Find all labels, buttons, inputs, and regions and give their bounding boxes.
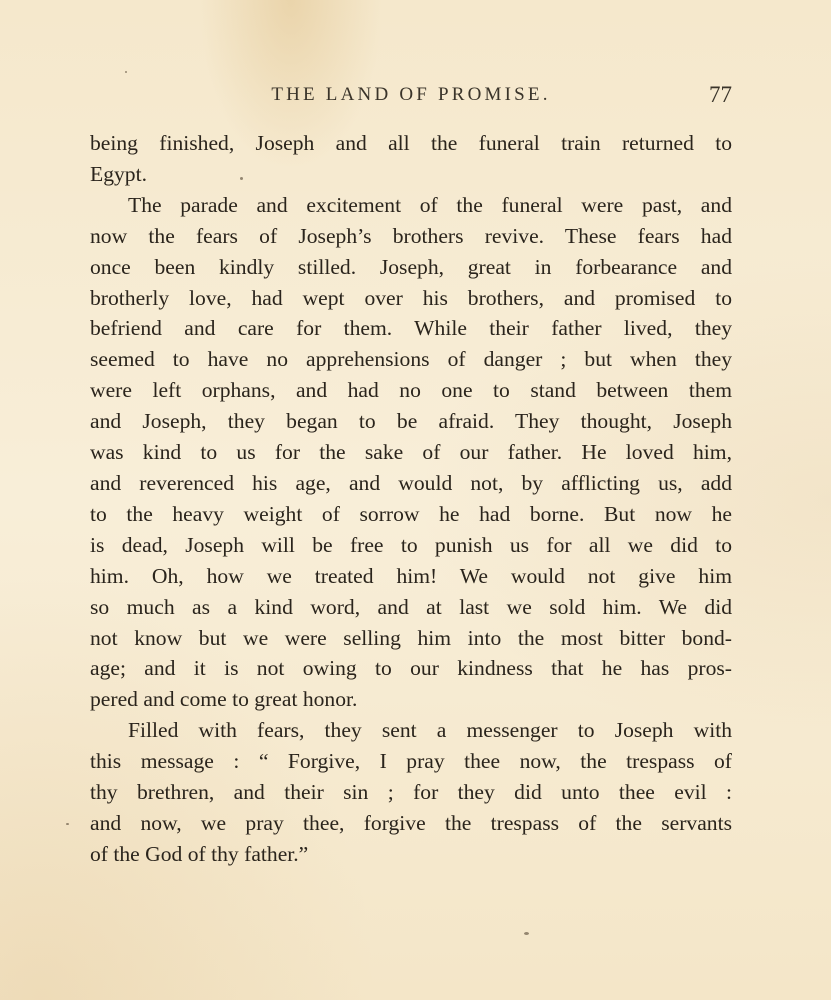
- text-line: brotherly love, had wept over his brothers, and promised to: [90, 285, 732, 310]
- text-line: him. Oh, how we treated him! We would not give him: [90, 563, 732, 588]
- text-line: were left orphans, and had no one to stand between them: [90, 378, 732, 403]
- text-line: Egypt.: [90, 161, 147, 186]
- text-line: of the God of thy father.”: [90, 841, 309, 866]
- text-line: to the heavy weight of sorrow he had borne. But now he: [90, 501, 732, 526]
- paragraph: [90, 190, 732, 715]
- text-line: befriend and care for them. While their father lived, they: [90, 316, 732, 341]
- text-line: and Joseph, they began to be afraid. They thought, Joseph: [90, 409, 732, 434]
- text-line: age; and it is not owing to our kindness that he has pros-: [90, 656, 732, 681]
- text-line: thy brethren, and their sin ; for they did unto thee evil :: [90, 780, 732, 805]
- text-line: pered and come to great honor.: [90, 687, 358, 712]
- text-line: this message : “ Forgive, I pray thee now, the trespass of: [90, 749, 732, 774]
- page-number: 77: [709, 82, 732, 107]
- paragraph: [90, 715, 732, 870]
- running-title: THE LAND OF PROMISE.: [271, 84, 551, 105]
- text-line: is dead, Joseph will be free to punish us for all we did to: [90, 532, 732, 557]
- text-line: and reverenced his age, and would not, by afflicting us, add: [90, 470, 732, 495]
- paragraph: [90, 128, 732, 190]
- text-line: not know but we were selling him into the most bitter bond-: [90, 625, 732, 650]
- text-line: Filled with fears, they sent a messenger to Joseph with: [128, 718, 732, 743]
- text-line: now the fears of Joseph’s brothers revive. These fears had: [90, 223, 732, 248]
- text-line: was kind to us for the sake of our father. He loved him,: [90, 440, 732, 465]
- text-line: and now, we pray thee, forgive the trespass of the servants: [90, 810, 732, 835]
- paper-speck: [66, 823, 69, 825]
- paper-speck: [240, 177, 243, 180]
- text-line: being finished, Joseph and all the funeral train returned to: [90, 131, 732, 155]
- text-line: once been kindly stilled. Joseph, great in forbearance and: [90, 254, 732, 279]
- running-header: [90, 84, 732, 108]
- text-line: so much as a kind word, and at last we sold him. We did: [90, 594, 732, 619]
- body-text: [90, 128, 732, 870]
- text-line: The parade and excitement of the funeral were past, and: [128, 192, 732, 217]
- paper-speck: [125, 71, 127, 73]
- paper-speck: [524, 932, 529, 935]
- text-line: seemed to have no apprehensions of danger ; but when they: [90, 347, 732, 372]
